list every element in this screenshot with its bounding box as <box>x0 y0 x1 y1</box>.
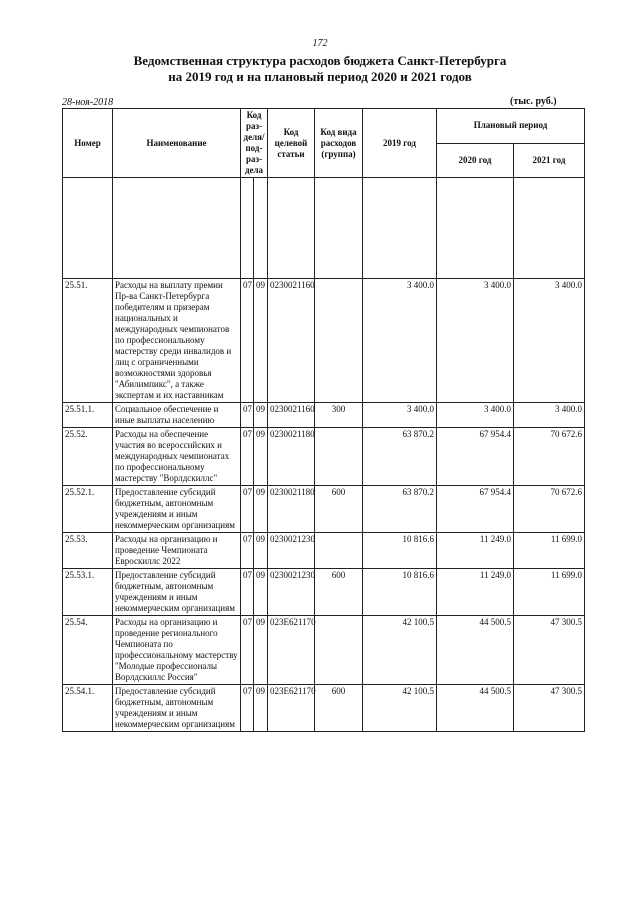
row-subsection: 09 <box>254 428 268 486</box>
header-name: Наименование <box>113 109 241 178</box>
table-row <box>63 403 585 428</box>
header-2021: 2021 год <box>514 143 585 178</box>
row-number: 25.53. <box>63 533 113 569</box>
row-value-2020: 44 500.5 <box>437 685 514 732</box>
row-name: Расходы на организацию и проведение регионального Чемпионата по профессиональному мастерству "Молодые профессионалы Ворлдскиллс Россия" <box>113 616 241 685</box>
row-kind-code: 600 <box>315 685 363 732</box>
row-subsection: 09 <box>254 533 268 569</box>
row-value-2021: 70 672.6 <box>514 486 585 533</box>
row-value-2021: 70 672.6 <box>514 428 585 486</box>
row-value-2021: 47 300.5 <box>514 616 585 685</box>
row-subsection: 09 <box>254 403 268 428</box>
row-value-2019: 10 816.6 <box>363 569 437 616</box>
table-row <box>63 533 585 569</box>
header-target: Код целевой статьи <box>268 109 315 178</box>
row-name: Расходы на выплату премии Пр-ва Санкт-Петербурга победителям и призерам национальных и международных чемпионатов по профессиональному мастерству среди инвалидов и лиц с ограниченными возможностями здоровья "Абилимпикс", а также экспертам и их наставникам <box>113 279 241 403</box>
row-number: 25.54.1. <box>63 685 113 732</box>
header-2019: 2019 год <box>363 109 437 178</box>
header-section: Код раз-деля/ под-раз-дела <box>241 109 268 178</box>
row-value-2021: 47 300.5 <box>514 685 585 732</box>
row-target-code: 0230021230 <box>268 533 315 569</box>
row-name: Предоставление субсидий бюджетным, автономным учреждениям и иным некоммерческим организациям <box>113 486 241 533</box>
row-target-code: 023E621170 <box>268 685 315 732</box>
page-number: 172 <box>312 38 328 49</box>
table-row <box>63 428 585 486</box>
row-section: 07 <box>241 685 254 732</box>
row-value-2020: 3 400.0 <box>437 403 514 428</box>
row-name: Предоставление субсидий бюджетным, автономным учреждениям и иным некоммерческим организациям <box>113 685 241 732</box>
row-value-2019: 42 100.5 <box>363 685 437 732</box>
table-row <box>63 486 585 533</box>
row-value-2020: 11 249.0 <box>437 569 514 616</box>
row-name: Социальное обеспечение и иные выплаты населению <box>113 403 241 428</box>
row-kind-code <box>315 533 363 569</box>
row-subsection: 09 <box>254 685 268 732</box>
row-kind-code <box>315 616 363 685</box>
header-row-1 <box>63 109 585 144</box>
document-title <box>40 53 600 85</box>
row-target-code: 0230021180 <box>268 428 315 486</box>
header-planned-period: Плановый период <box>437 109 585 144</box>
row-number: 25.54. <box>63 616 113 685</box>
date-stamp: 28-ноя-2018 <box>62 97 114 108</box>
row-subsection: 09 <box>254 616 268 685</box>
header-2020: 2020 год <box>437 143 514 178</box>
units-label: (тыс. руб.) <box>510 96 557 107</box>
row-name: Предоставление субсидий бюджетным, автономным учреждениям и иным некоммерческим организациям <box>113 569 241 616</box>
table-body <box>63 279 585 732</box>
row-number: 25.51.1. <box>63 403 113 428</box>
row-kind-code <box>315 428 363 486</box>
row-kind-code: 600 <box>315 486 363 533</box>
row-value-2021: 11 699.0 <box>514 569 585 616</box>
row-target-code: 0230021230 <box>268 569 315 616</box>
row-target-code: 0230021160 <box>268 279 315 403</box>
row-value-2020: 3 400.0 <box>437 279 514 403</box>
row-section: 07 <box>241 428 254 486</box>
row-name: Расходы на организацию и проведение Чемпионата Евроскиллс 2022 <box>113 533 241 569</box>
budget-table <box>62 108 585 732</box>
row-value-2019: 42 100.5 <box>363 616 437 685</box>
row-name: Расходы на обеспечение участия во всероссийских и международных чемпионатах по профессиональному мастерству "Ворлдскиллс" <box>113 428 241 486</box>
row-value-2020: 44 500.5 <box>437 616 514 685</box>
row-section: 07 <box>241 403 254 428</box>
row-number: 25.51. <box>63 279 113 403</box>
row-section: 07 <box>241 533 254 569</box>
row-value-2020: 67 954.4 <box>437 428 514 486</box>
row-value-2019: 3 400.0 <box>363 403 437 428</box>
row-value-2019: 63 870.2 <box>363 486 437 533</box>
title-line-2: на 2019 год и на плановый период 2020 и 2021 годов <box>168 69 472 84</box>
row-subsection: 09 <box>254 569 268 616</box>
title-line-1: Ведомственная структура расходов бюджета Санкт-Петербурга <box>133 53 507 68</box>
row-section: 07 <box>241 279 254 403</box>
table-row <box>63 279 585 403</box>
header-number: Номер <box>63 109 113 178</box>
header-spacer <box>63 178 585 279</box>
row-kind-code: 600 <box>315 569 363 616</box>
row-subsection: 09 <box>254 279 268 403</box>
row-section: 07 <box>241 569 254 616</box>
row-value-2021: 11 699.0 <box>514 533 585 569</box>
row-value-2021: 3 400.0 <box>514 279 585 403</box>
table-row <box>63 616 585 685</box>
table-row <box>63 685 585 732</box>
row-value-2020: 11 249.0 <box>437 533 514 569</box>
row-value-2019: 63 870.2 <box>363 428 437 486</box>
header-kind: Код вида расходов (группа) <box>315 109 363 178</box>
row-target-code: 023E621170 <box>268 616 315 685</box>
row-target-code: 0230021160 <box>268 403 315 428</box>
row-value-2019: 3 400.0 <box>363 279 437 403</box>
row-kind-code <box>315 279 363 403</box>
row-number: 25.52.1. <box>63 486 113 533</box>
row-target-code: 0230021180 <box>268 486 315 533</box>
row-kind-code: 300 <box>315 403 363 428</box>
row-value-2021: 3 400.0 <box>514 403 585 428</box>
row-value-2020: 67 954.4 <box>437 486 514 533</box>
table-row <box>63 569 585 616</box>
row-value-2019: 10 816.6 <box>363 533 437 569</box>
row-section: 07 <box>241 486 254 533</box>
row-number: 25.53.1. <box>63 569 113 616</box>
row-number: 25.52. <box>63 428 113 486</box>
row-section: 07 <box>241 616 254 685</box>
row-subsection: 09 <box>254 486 268 533</box>
